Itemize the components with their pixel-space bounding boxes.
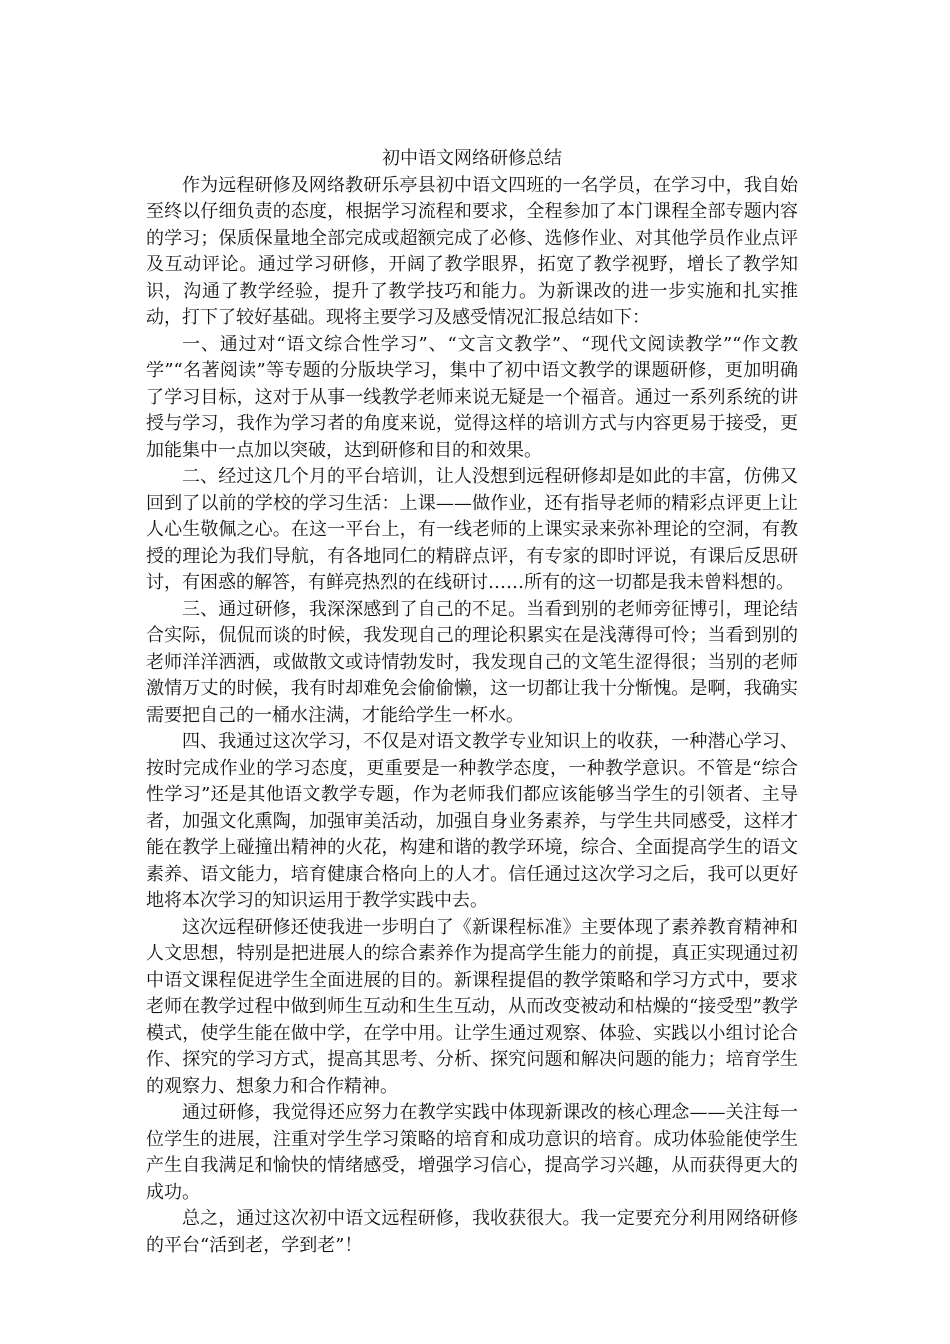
paragraph-curriculum-standard: 这次远程研修还使我进一步明白了《新课程标准》主要体现了素养教育精神和人文思想，特别是把进展人的综合素养作为提高学生能力的前提，真正实现通过初中语文课程促进学生全面进展的目的。新课程提倡的教学策略和学习方式中，要求老师在教学过程中做到师生互动和生生互动，从而改变被动和枯燥的“接受型”教学模式，使学生能在做中学，在学中用。让学生通过观察、体验、实践以小组讨论合作、探究的学习方式，提高其思考、分析、探究问题和解决问题的能力；培育学生的观察力、想象力和合作精神。 — [146, 916, 798, 1097]
document-page — [146, 146, 798, 1259]
document-title: 初中语文网络研修总结 — [382, 148, 562, 169]
paragraph-point-2: 二、经过这几个月的平台培训，让人没想到远程研修却是如此的丰富，仿佛又回到了以前的学校的学习生活：上课——做作业，还有指导老师的精彩点评更上让人心生敬佩之心。在这一平台上，有一线老师的上课实录来弥补理论的空洞，有教授的理论为我们导航，有各地同仁的精辟点评，有专家的即时评说，有课后反思研讨，有困惑的解答，有鲜亮热烈的在线研讨……所有的这一切都是我未曾料想的。 — [146, 466, 798, 593]
paragraph-core-concept: 通过研修，我觉得还应努力在教学实践中体现新课改的核心理念——关注每一位学生的进展，注重对学生学习策略的培育和成功意识的培育。成功体验能使学生产生自我满足和愉快的情绪感受，增强学习信心，提高学习兴趣，从而获得更大的成功。 — [146, 1102, 798, 1203]
paragraph-point-4: 四、我通过这次学习，不仅是对语文教学专业知识上的收获，一种潜心学习、按时完成作业的学习态度，更重要是一种教学态度，一种教学意识。不管是“综合性学习”还是其他语文教学专题，作为老师我们都应该能够当学生的引领者、主导者，加强文化熏陶，加强审美活动，加强自身业务素养，与学生共同感受，这样才能在教学上碰撞出精神的火花，构建和谐的教学环境，综合、全面提高学生的语文素养、语文能力，培育健康合格向上的人才。信任通过这次学习之后，我可以更好地将本次学习的知识运用于教学实践中去。 — [146, 731, 798, 911]
paragraph-point-1: 一、通过对“语文综合性学习”、“文言文教学”、“现代文阅读教学”“作文教学”“名著阅读”等专题的分版块学习，集中了初中语文教学的课题研修，更加明确了学习目标，这对于从事一线教学老师来说无疑是一个福音。通过一系列系统的讲授与学习，我作为学习者的角度来说，觉得这样的培训方式与内容更易于接受，更加能集中一点加以突破，达到研修和目的和效果。 — [146, 333, 798, 461]
paragraph-point-3: 三、通过研修，我深深感到了自己的不足。当看到别的老师旁征博引，理论结合实际，侃侃而谈的时候，我发现自己的理论积累实在是浅薄得可怜；当看到别的老师洋洋洒洒，或做散文或诗情勃发时，我发现自己的文笔生涩得很；当别的老师激情万丈的时候，我有时却难免会偷偷懒，这一切都让我十分惭愧。是啊，我确实需要把自己的一桶水注满，才能给学生一杯水。 — [146, 598, 798, 726]
paragraph-intro: 作为远程研修及网络教研乐亭县初中语文四班的一名学员，在学习中，我自始至终以仔细负责的态度，根据学习流程和要求，全程参加了本门课程全部专题内容的学习；保质保量地全部完成或超额完成了必修、选修作业、对其他学员作业点评及互动评论。通过学习研修，开阔了教学眼界，拓宽了教学视野，增长了教学知识，沟通了教学经验，提升了教学技巧和能力。为新课改的进一步实施和扎实推动，打下了较好基础。现将主要学习及感受情况汇报总结如下： — [146, 174, 798, 328]
paragraph-conclusion: 总之，通过这次初中语文远程研修，我收获很大。我一定要充分利用网络研修的平台“活到老，学到老”！ — [146, 1208, 798, 1256]
